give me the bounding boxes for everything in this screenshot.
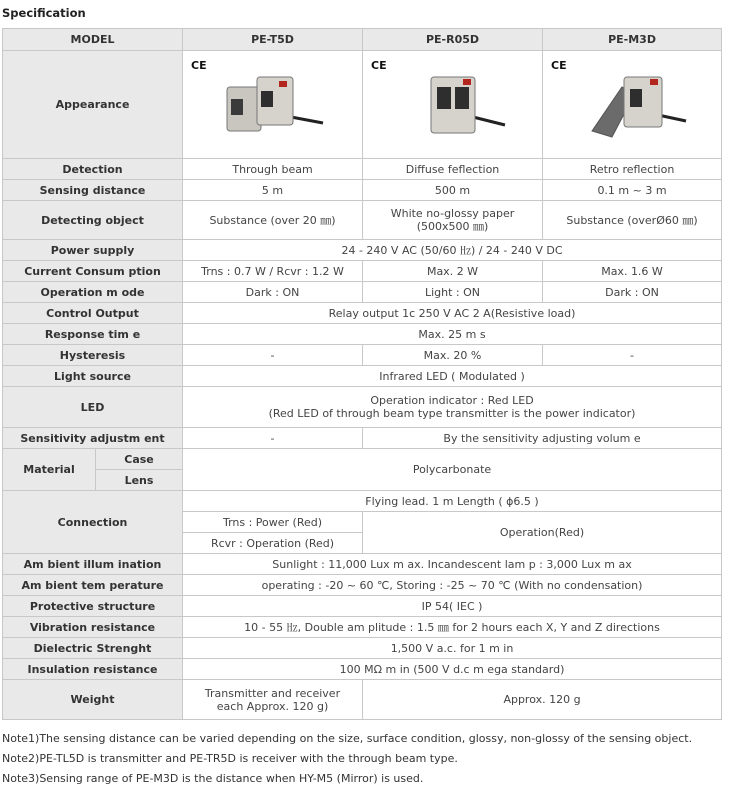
- model-pe-m3d: PE-M3D: [543, 29, 722, 51]
- weight-t5d: [183, 680, 363, 720]
- vibration-value: 10 - 55 ㎐, Double am plitude : 1.5 ㎜ for 2 hours each X, Y and Z directions: [183, 617, 722, 638]
- header-row: [3, 29, 722, 51]
- led-line1: Operation indicator : Red LED: [370, 394, 534, 407]
- response-value: Max. 25 m s: [183, 324, 722, 345]
- illumination-row: [3, 554, 722, 575]
- object-r05d: [363, 201, 543, 240]
- weight-label: Weight: [3, 680, 183, 720]
- weight-row: [3, 680, 722, 720]
- model-pe-t5d: PE-T5D: [183, 29, 363, 51]
- ce-mark-icon: CE: [551, 59, 567, 72]
- object-row: [3, 201, 722, 240]
- opmode-row: [3, 282, 722, 303]
- object-r05d-line1: White no-glossy paper: [390, 207, 515, 220]
- material-label: Material: [3, 449, 96, 491]
- led-label: LED: [3, 387, 183, 428]
- object-t5d: Substance (over 20 ㎜): [183, 201, 363, 240]
- vibration-label: Vibration resistance: [3, 617, 183, 638]
- opmode-t5d: Dark : ON: [183, 282, 363, 303]
- hysteresis-label: Hysteresis: [3, 345, 183, 366]
- insulation-row: [3, 659, 722, 680]
- led-value: [183, 387, 722, 428]
- current-r05d: Max. 2 W: [363, 261, 543, 282]
- detection-r05d: Diffuse feflection: [363, 159, 543, 180]
- sensitivity-row: [3, 428, 722, 449]
- weight-t5d-line1: Transmitter and receiver: [204, 686, 341, 700]
- sensitivity-other: By the sensitivity adjusting volum e: [363, 428, 722, 449]
- control-value: Relay output 1c 250 V AC 2 A(Resistive load): [183, 303, 722, 324]
- note-2: Note2)PE-TL5D is transmitter and PE-TR5D is receiver with the through beam type.: [2, 752, 458, 765]
- note-1: Note1)The sensing distance can be varied depending on the size, surface condition, glossy, non-glossy of the sensing object.: [2, 732, 693, 745]
- light-label: Light source: [3, 366, 183, 387]
- current-label: Current Consum ption: [3, 261, 183, 282]
- page-title: Specification: [2, 6, 86, 20]
- opmode-r05d: Light : ON: [363, 282, 543, 303]
- detection-m3d: Retro reflection: [543, 159, 722, 180]
- material-case-label: Case: [96, 449, 183, 470]
- notes: [2, 729, 692, 789]
- object-r05d-line2: (500x500 ㎜): [416, 220, 489, 233]
- weight-other: Approx. 120 g: [363, 680, 722, 720]
- appearance-pe-m3d: [543, 51, 722, 159]
- ce-mark-icon: CE: [371, 59, 387, 72]
- connection-lead-row: [3, 491, 722, 512]
- ce-mark-icon: CE: [191, 59, 207, 72]
- temperature-row: [3, 575, 722, 596]
- connection-trns: Trns : Power (Red): [183, 512, 363, 533]
- response-row: [3, 324, 722, 345]
- current-row: [3, 261, 722, 282]
- object-label: Detecting object: [3, 201, 183, 240]
- hysteresis-t5d: -: [183, 345, 363, 366]
- sensing-r05d: 500 m: [363, 180, 543, 201]
- dielectric-value: 1,500 V a.c. for 1 m in: [183, 638, 722, 659]
- led-line2: (Red LED of through beam type transmitter is the power indicator): [268, 407, 636, 420]
- detection-t5d: Through beam: [183, 159, 363, 180]
- through-beam-sensor-image: [213, 65, 333, 145]
- dielectric-row: [3, 638, 722, 659]
- model-pe-r05d: PE-R05D: [363, 29, 543, 51]
- illumination-value: Sunlight : 11,000 Lux m ax. Incandescent lam p : 3,000 Lux m ax: [183, 554, 722, 575]
- opmode-m3d: Dark : ON: [543, 282, 722, 303]
- power-value: 24 - 240 V AC (50/60 ㎐) / 24 - 240 V DC: [183, 240, 722, 261]
- connection-other: Operation(Red): [363, 512, 722, 554]
- current-t5d: Trns : 0.7 W / Rcvr : 1.2 W: [183, 261, 363, 282]
- connection-lead: Flying lead. 1 m Length ( ɸ6.5 ): [183, 491, 722, 512]
- weight-t5d-line2: each Approx. 120 g): [216, 699, 329, 713]
- insulation-label: Insulation resistance: [3, 659, 183, 680]
- material-case-row: [3, 449, 722, 470]
- detection-row: [3, 159, 722, 180]
- material-value: Polycarbonate: [183, 449, 722, 491]
- power-row: [3, 240, 722, 261]
- led-row: [3, 387, 722, 428]
- temperature-value: operating : -20 ~ 60 ℃, Storing : -25 ~ 70 ℃ (With no condensation): [183, 575, 722, 596]
- appearance-label: Appearance: [3, 51, 183, 159]
- spec-table: [2, 28, 722, 720]
- protective-row: [3, 596, 722, 617]
- appearance-pe-t5d: [183, 51, 363, 159]
- connection-rcvr: Rcvr : Operation (Red): [183, 533, 363, 554]
- protective-value: IP 54( IEC ): [183, 596, 722, 617]
- connection-label: Connection: [3, 491, 183, 554]
- model-header: MODEL: [3, 29, 183, 51]
- control-row: [3, 303, 722, 324]
- sensing-m3d: 0.1 m ~ 3 m: [543, 180, 722, 201]
- opmode-label: Operation m ode: [3, 282, 183, 303]
- hysteresis-m3d: -: [543, 345, 722, 366]
- detection-label: Detection: [3, 159, 183, 180]
- light-value: Infrared LED ( Modulated ): [183, 366, 722, 387]
- sensing-t5d: 5 m: [183, 180, 363, 201]
- illumination-label: Am bient illum ination: [3, 554, 183, 575]
- appearance-row: [3, 51, 722, 159]
- hysteresis-r05d: Max. 20 %: [363, 345, 543, 366]
- current-m3d: Max. 1.6 W: [543, 261, 722, 282]
- temperature-label: Am bient tem perature: [3, 575, 183, 596]
- appearance-pe-r05d: [363, 51, 543, 159]
- sensing-row: [3, 180, 722, 201]
- retro-reflection-sensor-image: [572, 65, 692, 145]
- material-lens-label: Lens: [96, 470, 183, 491]
- vibration-row: [3, 617, 722, 638]
- insulation-value: 100 MΩ m in (500 V d.c m ega standard): [183, 659, 722, 680]
- power-label: Power supply: [3, 240, 183, 261]
- note-3: Note3)Sensing range of PE-M3D is the distance when HY-M5 (Mirror) is used.: [2, 772, 424, 785]
- hysteresis-row: [3, 345, 722, 366]
- sensitivity-t5d: -: [183, 428, 363, 449]
- protective-label: Protective structure: [3, 596, 183, 617]
- object-m3d: Substance (overØ60 ㎜): [543, 201, 722, 240]
- sensitivity-label: Sensitivity adjustm ent: [3, 428, 183, 449]
- sensing-label: Sensing distance: [3, 180, 183, 201]
- diffuse-reflection-sensor-image: [393, 65, 513, 145]
- dielectric-label: Dielectric Strenght: [3, 638, 183, 659]
- control-label: Control Output: [3, 303, 183, 324]
- response-label: Response tim e: [3, 324, 183, 345]
- light-row: [3, 366, 722, 387]
